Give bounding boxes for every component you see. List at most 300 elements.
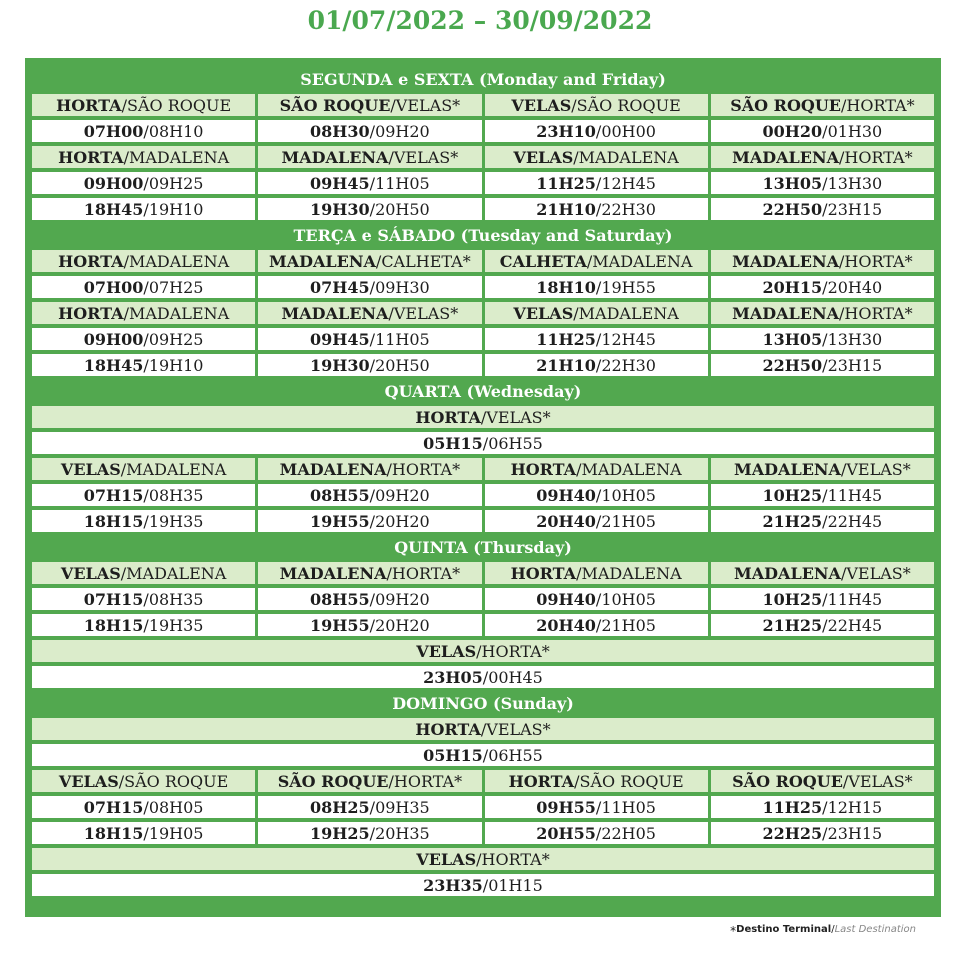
departure-time: 09H45 — [310, 173, 370, 193]
origin-port: MADALENA — [281, 303, 389, 323]
route-cell — [258, 250, 481, 272]
departure-time: 20H40 — [536, 511, 596, 531]
route-cell — [32, 848, 934, 870]
route-row — [32, 406, 934, 428]
departure-time: 23H35 — [423, 875, 483, 895]
origin-port: HORTA — [56, 95, 122, 115]
origin-port: MADALENA — [732, 251, 840, 271]
time-cell — [711, 822, 934, 844]
departure-time: 09H40 — [536, 485, 596, 505]
arrival-time: /22H05 — [595, 823, 656, 843]
arrival-time: /11H05 — [369, 329, 430, 349]
origin-port: HORTA — [510, 459, 577, 479]
departure-time: 20H15 — [762, 277, 823, 297]
destination-port: /SÃO ROQUE — [121, 95, 232, 115]
departure-time: 10H25 — [762, 485, 823, 505]
origin-port: VELAS — [60, 459, 121, 479]
route-cell — [258, 146, 481, 168]
time-row — [32, 198, 934, 220]
day-header-row — [32, 692, 934, 714]
route-cell — [32, 770, 255, 792]
route-cell — [32, 94, 255, 116]
destination-port: /MADALENA — [120, 563, 227, 583]
departure-time: 23H05 — [423, 667, 483, 687]
arrival-time: /08H10 — [143, 121, 204, 141]
schedule-table — [32, 68, 934, 900]
time-cell — [258, 120, 481, 142]
day-header — [32, 536, 934, 558]
route-row — [32, 770, 934, 792]
destination-port: /VELAS* — [842, 771, 913, 791]
arrival-time: /13H30 — [822, 329, 883, 349]
origin-port: MADALENA — [281, 147, 389, 167]
departure-time: 07H45 — [310, 277, 370, 297]
arrival-time: /10H05 — [595, 589, 656, 609]
route-cell — [711, 94, 934, 116]
origin-port: MADALENA — [279, 563, 387, 583]
arrival-time: /21H05 — [595, 511, 656, 531]
origin-port: MADALENA — [279, 459, 387, 479]
arrival-time: /11H45 — [822, 485, 883, 505]
departure-time: 18H15 — [83, 511, 144, 531]
time-cell — [485, 822, 708, 844]
time-cell — [711, 588, 934, 610]
route-cell — [258, 562, 481, 584]
departure-time: 19H25 — [310, 823, 370, 843]
arrival-time: /22H30 — [595, 355, 656, 375]
departure-time: 07H00 — [83, 121, 144, 141]
arrival-time: /22H45 — [822, 615, 883, 635]
time-cell — [711, 328, 934, 350]
route-row — [32, 562, 934, 584]
time-cell — [485, 614, 708, 636]
route-cell — [32, 146, 255, 168]
departure-time: 09H00 — [83, 173, 144, 193]
route-cell — [258, 94, 481, 116]
route-cell — [711, 302, 934, 324]
time-cell — [32, 588, 255, 610]
destination-port: /HORTA* — [386, 459, 461, 479]
arrival-time: /23H15 — [822, 823, 883, 843]
departure-time: 10H25 — [762, 589, 823, 609]
origin-port: MADALENA — [734, 459, 841, 479]
route-cell — [258, 458, 481, 480]
time-cell — [32, 484, 255, 506]
arrival-time: /12H15 — [822, 797, 883, 817]
arrival-time: /13H30 — [822, 173, 883, 193]
arrival-time: /19H10 — [143, 355, 204, 375]
arrival-time: /22H30 — [595, 199, 656, 219]
destination-port: /HORTA* — [388, 771, 463, 791]
origin-port: SÃO ROQUE — [730, 95, 841, 115]
time-cell — [32, 614, 255, 636]
arrival-time: /19H05 — [143, 823, 204, 843]
time-cell — [711, 198, 934, 220]
time-cell — [32, 172, 255, 194]
route-cell — [32, 302, 255, 324]
departure-time: 19H55 — [310, 511, 370, 531]
route-cell — [485, 770, 708, 792]
departure-time: 18H45 — [83, 199, 144, 219]
day-header-text: QUARTA (Wednesday) — [384, 381, 582, 401]
destination-port: /HORTA* — [839, 303, 913, 323]
time-cell — [258, 172, 481, 194]
time-row — [32, 484, 934, 506]
departure-time: 09H00 — [83, 329, 144, 349]
origin-port: HORTA — [508, 771, 575, 791]
time-cell — [258, 822, 481, 844]
route-cell — [711, 562, 934, 584]
time-row — [32, 744, 934, 766]
origin-port: VELAS — [511, 95, 572, 115]
day-header-row — [32, 224, 934, 246]
origin-port: HORTA — [58, 147, 124, 167]
destination-port: /MADALENA — [573, 303, 679, 323]
route-cell — [258, 770, 481, 792]
footnote-separator: / — [831, 924, 835, 935]
day-header-text: DOMINGO (Sunday) — [392, 693, 574, 713]
arrival-time: /09H30 — [369, 277, 430, 297]
time-row — [32, 354, 934, 376]
departure-time: 18H45 — [83, 355, 144, 375]
page-title: 01/07/2022 – 30/09/2022 — [307, 6, 653, 35]
time-cell — [258, 328, 481, 350]
departure-time: 05H15 — [423, 745, 483, 765]
time-cell — [485, 484, 708, 506]
route-cell — [32, 458, 255, 480]
departure-time: 09H40 — [536, 589, 596, 609]
destination-port: /MADALENA — [586, 251, 693, 271]
destination-port: /SÃO ROQUE — [118, 771, 229, 791]
departure-time: 13H05 — [762, 329, 823, 349]
day-header-text: QUINTA (Thursday) — [394, 537, 572, 557]
departure-time: 07H15 — [83, 485, 144, 505]
time-cell — [711, 172, 934, 194]
departure-time: 19H55 — [310, 615, 370, 635]
destination-port: /HORTA* — [839, 147, 913, 167]
departure-time: 20H55 — [536, 823, 596, 843]
origin-port: HORTA — [415, 719, 481, 739]
destination-port: /MADALENA — [576, 459, 682, 479]
route-row — [32, 302, 934, 324]
route-cell — [32, 562, 255, 584]
route-cell — [485, 94, 708, 116]
destination-port: /HORTA* — [476, 849, 550, 869]
time-cell — [485, 198, 708, 220]
departure-time: 22H50 — [762, 355, 823, 375]
time-cell — [711, 120, 934, 142]
departure-time: 19H30 — [310, 355, 370, 375]
arrival-time: /21H05 — [595, 615, 656, 635]
destination-port: /HORTA* — [840, 95, 915, 115]
destination-port: /VELAS* — [480, 719, 551, 739]
footnote-label-en: Last Destination — [834, 924, 916, 935]
time-cell — [711, 510, 934, 532]
arrival-time: /07H25 — [143, 277, 204, 297]
departure-time: 08H25 — [310, 797, 370, 817]
route-cell — [485, 146, 708, 168]
route-row — [32, 94, 934, 116]
time-row — [32, 510, 934, 532]
route-row — [32, 458, 934, 480]
origin-port: VELAS — [513, 303, 574, 323]
route-cell — [711, 146, 934, 168]
time-cell — [485, 796, 708, 818]
departure-time: 18H15 — [83, 615, 144, 635]
time-cell — [711, 354, 934, 376]
arrival-time: /19H35 — [143, 615, 204, 635]
time-cell — [485, 276, 708, 298]
arrival-time: /00H00 — [595, 121, 656, 141]
arrival-time: /10H05 — [595, 485, 656, 505]
destination-port: /SÃO ROQUE — [574, 771, 684, 791]
departure-time: 08H55 — [310, 485, 370, 505]
origin-port: MADALENA — [732, 303, 840, 323]
arrival-time: /11H45 — [822, 589, 883, 609]
time-cell — [32, 432, 934, 454]
origin-port: MADALENA — [734, 563, 841, 583]
destination-port: /HORTA* — [476, 641, 550, 661]
route-cell — [485, 458, 708, 480]
origin-port: VELAS — [60, 563, 121, 583]
arrival-time: /12H45 — [595, 329, 656, 349]
origin-port: SÃO ROQUE — [279, 95, 391, 115]
time-cell — [258, 614, 481, 636]
route-cell — [32, 406, 934, 428]
time-cell — [32, 120, 255, 142]
route-cell — [711, 458, 934, 480]
origin-port: MADALENA — [732, 147, 840, 167]
route-cell — [711, 770, 934, 792]
departure-time: 18H15 — [83, 823, 144, 843]
time-cell — [711, 614, 934, 636]
departure-time: 07H15 — [83, 797, 144, 817]
arrival-time: /09H20 — [369, 589, 430, 609]
arrival-time: /20H50 — [369, 199, 430, 219]
route-row — [32, 250, 934, 272]
time-cell — [32, 796, 255, 818]
departure-time: 23H10 — [536, 121, 596, 141]
arrival-time: /20H20 — [369, 615, 430, 635]
arrival-time: /08H05 — [143, 797, 204, 817]
arrival-time: /11H05 — [595, 797, 656, 817]
time-row — [32, 432, 934, 454]
origin-port: SÃO ROQUE — [277, 771, 389, 791]
day-header — [32, 68, 934, 90]
time-cell — [258, 796, 481, 818]
footnote — [730, 924, 916, 938]
time-row — [32, 172, 934, 194]
destination-port: /HORTA* — [386, 563, 461, 583]
departure-time: 09H45 — [310, 329, 370, 349]
time-cell — [485, 354, 708, 376]
origin-port: VELAS — [416, 641, 477, 661]
origin-port: HORTA — [58, 251, 124, 271]
route-cell — [711, 250, 934, 272]
destination-port: /HORTA* — [839, 251, 913, 271]
arrival-time: /08H35 — [143, 485, 204, 505]
time-cell — [258, 510, 481, 532]
time-cell — [485, 510, 708, 532]
arrival-time: /23H15 — [822, 199, 883, 219]
time-cell — [32, 822, 255, 844]
departure-time: 21H10 — [536, 355, 596, 375]
time-cell — [711, 484, 934, 506]
arrival-time: /12H45 — [595, 173, 656, 193]
arrival-time: /09H20 — [369, 121, 430, 141]
day-header-row — [32, 68, 934, 90]
departure-time: 21H25 — [762, 615, 823, 635]
route-row — [32, 848, 934, 870]
time-row — [32, 588, 934, 610]
departure-time: 09H55 — [536, 797, 596, 817]
destination-port: /VELAS* — [840, 459, 911, 479]
origin-port: HORTA — [58, 303, 124, 323]
time-row — [32, 614, 934, 636]
day-header — [32, 692, 934, 714]
arrival-time: /08H35 — [143, 589, 204, 609]
time-cell — [485, 588, 708, 610]
time-row — [32, 796, 934, 818]
origin-port: CALHETA — [499, 251, 587, 271]
day-header-text: TERÇA e SÁBADO (Tuesday and Saturday) — [293, 225, 673, 245]
day-header — [32, 380, 934, 402]
time-cell — [32, 354, 255, 376]
destination-port: /MADALENA — [123, 251, 230, 271]
departure-time: 07H15 — [83, 589, 144, 609]
route-cell — [32, 640, 934, 662]
time-cell — [32, 328, 255, 350]
destination-port: /MADALENA — [123, 303, 230, 323]
destination-port: /MADALENA — [573, 147, 679, 167]
day-header — [32, 224, 934, 246]
route-row — [32, 146, 934, 168]
origin-port: MADALENA — [269, 251, 376, 271]
departure-time: 11H25 — [536, 329, 596, 349]
time-row — [32, 120, 934, 142]
destination-port: /VELAS* — [480, 407, 551, 427]
arrival-time: /19H35 — [143, 511, 204, 531]
origin-port: SÃO ROQUE — [732, 771, 843, 791]
arrival-time: /01H30 — [822, 121, 883, 141]
departure-time: 08H30 — [310, 121, 370, 141]
time-cell — [32, 276, 255, 298]
departure-time: 11H25 — [536, 173, 596, 193]
destination-port: /CALHETA* — [375, 251, 471, 271]
time-cell — [485, 328, 708, 350]
arrival-time: /22H45 — [822, 511, 883, 531]
departure-time: 08H55 — [310, 589, 370, 609]
arrival-time: /09H25 — [143, 329, 204, 349]
arrival-time: /19H10 — [143, 199, 204, 219]
time-cell — [711, 276, 934, 298]
route-cell — [32, 250, 255, 272]
time-cell — [32, 510, 255, 532]
time-cell — [32, 744, 934, 766]
route-cell — [485, 250, 708, 272]
route-row — [32, 718, 934, 740]
time-cell — [32, 666, 934, 688]
arrival-time: /19H55 — [595, 277, 656, 297]
time-row — [32, 276, 934, 298]
time-cell — [32, 198, 255, 220]
arrival-time: /09H35 — [369, 797, 430, 817]
origin-port: VELAS — [58, 771, 119, 791]
route-cell — [485, 562, 708, 584]
time-cell — [258, 354, 481, 376]
destination-port: /VELAS* — [390, 95, 461, 115]
route-cell — [485, 302, 708, 324]
departure-time: 11H25 — [762, 797, 823, 817]
departure-time: 21H25 — [762, 511, 823, 531]
time-row — [32, 666, 934, 688]
time-cell — [32, 874, 934, 896]
route-cell — [258, 302, 481, 324]
arrival-time: /01H15 — [482, 875, 543, 895]
departure-time: 19H30 — [310, 199, 370, 219]
day-header-row — [32, 536, 934, 558]
time-row — [32, 328, 934, 350]
destination-port: /VELAS* — [388, 147, 459, 167]
departure-time: 22H25 — [762, 823, 823, 843]
destination-port: /MADALENA — [120, 459, 227, 479]
time-cell — [258, 588, 481, 610]
origin-port: VELAS — [513, 147, 574, 167]
arrival-time: /23H15 — [822, 355, 883, 375]
departure-time: 07H00 — [83, 277, 144, 297]
arrival-time: /09H20 — [369, 485, 430, 505]
origin-port: HORTA — [415, 407, 481, 427]
arrival-time: /06H55 — [482, 433, 543, 453]
arrival-time: /20H20 — [369, 511, 430, 531]
arrival-time: /20H35 — [369, 823, 430, 843]
departure-time: 20H40 — [536, 615, 596, 635]
time-cell — [258, 276, 481, 298]
origin-port: VELAS — [416, 849, 477, 869]
time-cell — [258, 484, 481, 506]
arrival-time: /09H25 — [143, 173, 204, 193]
arrival-time: /00H45 — [482, 667, 543, 687]
footnote-label: Destino Terminal — [736, 924, 832, 935]
departure-time: 13H05 — [762, 173, 823, 193]
day-header-text: SEGUNDA e SEXTA (Monday and Friday) — [300, 69, 666, 89]
time-cell — [485, 120, 708, 142]
arrival-time: /06H55 — [482, 745, 543, 765]
origin-port: HORTA — [510, 563, 577, 583]
time-cell — [485, 172, 708, 194]
arrival-time: /11H05 — [369, 173, 430, 193]
day-header-row — [32, 380, 934, 402]
footnote-asterisk: * — [730, 924, 737, 938]
destination-port: /VELAS* — [840, 563, 911, 583]
arrival-time: /20H50 — [369, 355, 430, 375]
departure-time: 22H50 — [762, 199, 823, 219]
route-row — [32, 640, 934, 662]
time-cell — [258, 198, 481, 220]
destination-port: /SÃO ROQUE — [571, 95, 681, 115]
time-row — [32, 822, 934, 844]
destination-port: /MADALENA — [576, 563, 682, 583]
departure-time: 21H10 — [536, 199, 596, 219]
arrival-time: /20H40 — [822, 277, 883, 297]
destination-port: /VELAS* — [388, 303, 459, 323]
time-row — [32, 874, 934, 896]
departure-time: 00H20 — [762, 121, 823, 141]
departure-time: 05H15 — [423, 433, 483, 453]
departure-time: 18H10 — [536, 277, 596, 297]
route-cell — [32, 718, 934, 740]
time-cell — [711, 796, 934, 818]
